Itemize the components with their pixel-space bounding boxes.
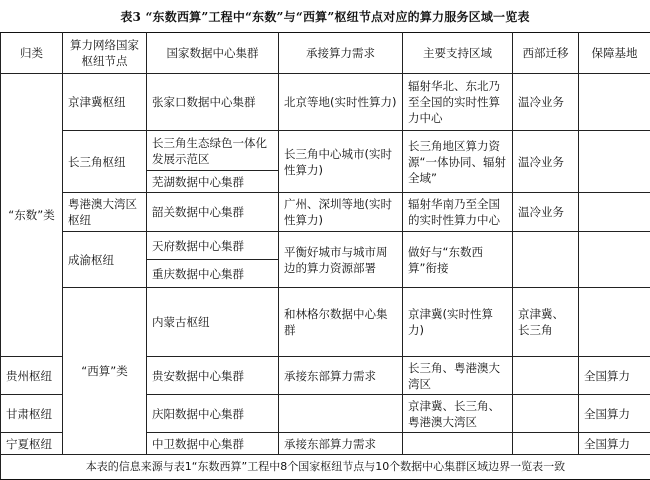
hub-cell: 贵州枢纽	[1, 357, 63, 395]
header-row	[1, 33, 650, 74]
region-cell: 长三角地区算力资源“一体协同、辐射全域”	[403, 131, 513, 193]
cluster-cell: 张家口数据中心集群	[147, 74, 279, 131]
table-row	[1, 74, 650, 131]
hub-cell: 长三角枢纽	[63, 131, 147, 193]
header-cluster: 国家数据中心集群	[147, 33, 279, 74]
hub-cell: 甘肃枢纽	[1, 395, 63, 433]
west-migration-cell: 温冷业务	[513, 193, 579, 232]
cluster-cell: 中卫数据中心集群	[147, 433, 279, 455]
west-migration-cell	[513, 357, 579, 395]
demand-cell: 京津冀(实时性算力)	[403, 288, 513, 357]
header-hub: 算力网络国家枢纽节点	[63, 33, 147, 74]
table-row	[1, 288, 650, 357]
table-row	[1, 131, 650, 171]
base-cell	[579, 232, 650, 288]
header-west-migration: 西部迁移	[513, 33, 579, 74]
category-east: “东数”类	[1, 74, 63, 357]
west-migration-cell: 温冷业务	[513, 131, 579, 193]
hub-cell: 京津冀枢纽	[63, 74, 147, 131]
base-cell: 全国算力	[579, 357, 650, 395]
hub-cell: 成渝枢纽	[63, 232, 147, 288]
hub-cell: 粤港澳大湾区枢纽	[63, 193, 147, 232]
demand-cell: 平衡好城市与城市周边的算力资源部署	[279, 232, 403, 288]
demand-cell: 广州、深圳等地(实时性算力)	[279, 193, 403, 232]
header-region: 主要支持区域	[403, 33, 513, 74]
base-cell	[579, 74, 650, 131]
cluster-cell: 长三角生态绿色一体化发展示范区	[147, 131, 279, 171]
header-base: 保障基地	[579, 33, 650, 74]
table-footnote: 本表的信息来源与表1“东数西算”工程中8个国家枢纽节点与10个数据中心集群区域边界一览表一致	[1, 455, 650, 480]
base-cell	[579, 131, 650, 193]
west-migration-cell	[579, 288, 650, 357]
cluster-cell: 韶关数据中心集群	[147, 193, 279, 232]
west-migration-cell: 温冷业务	[513, 74, 579, 131]
table-row	[1, 193, 650, 232]
demand-cell: 承接东部算力需求	[279, 357, 403, 395]
west-migration-cell	[513, 433, 579, 455]
region-cell: 长三角、粤港澳大湾区	[403, 357, 513, 395]
hub-cell: 宁夏枢纽	[1, 433, 63, 455]
demand-cell: 北京等地(实时性算力)	[279, 74, 403, 131]
demand-cell: 长三角中心城市(实时性算力)	[279, 131, 403, 193]
category-west: “西算”类	[63, 288, 147, 455]
header-category: 归类	[1, 33, 63, 74]
table-row	[1, 232, 650, 260]
cluster-cell: 庆阳数据中心集群	[147, 395, 279, 433]
hub-service-table	[0, 32, 650, 480]
table-title: 表3 “东数西算”工程中“东数”与“西算”枢纽节点对应的算力服务区域一览表	[0, 8, 650, 25]
base-cell: 全国算力	[579, 395, 650, 433]
base-cell: 全国算力	[579, 433, 650, 455]
demand-cell	[279, 395, 403, 433]
cluster-cell: 天府数据中心集群	[147, 232, 279, 260]
cluster-cell: 贵安数据中心集群	[147, 357, 279, 395]
cluster-cell: 和林格尔数据中心集群	[279, 288, 403, 357]
demand-cell: 承接东部算力需求	[279, 433, 403, 455]
region-cell	[403, 433, 513, 455]
cluster-cell: 重庆数据中心集群	[147, 260, 279, 288]
region-cell: 京津冀、长三角、粤港澳大湾区	[403, 395, 513, 433]
region-cell: 辐射华北、东北乃至全国的实时性算力中心	[403, 74, 513, 131]
base-cell	[579, 193, 650, 232]
hub-cell: 内蒙古枢纽	[147, 288, 279, 357]
region-cell: 京津冀、长三角	[513, 288, 579, 357]
header-demand: 承接算力需求	[279, 33, 403, 74]
footnote-row	[1, 455, 650, 480]
west-migration-cell	[513, 395, 579, 433]
cluster-cell: 芜湖数据中心集群	[147, 171, 279, 193]
region-cell: 做好与“东数西算”衔接	[403, 232, 513, 288]
west-migration-cell	[513, 232, 579, 288]
region-cell: 辐射华南乃至全国的实时性算力中心	[403, 193, 513, 232]
